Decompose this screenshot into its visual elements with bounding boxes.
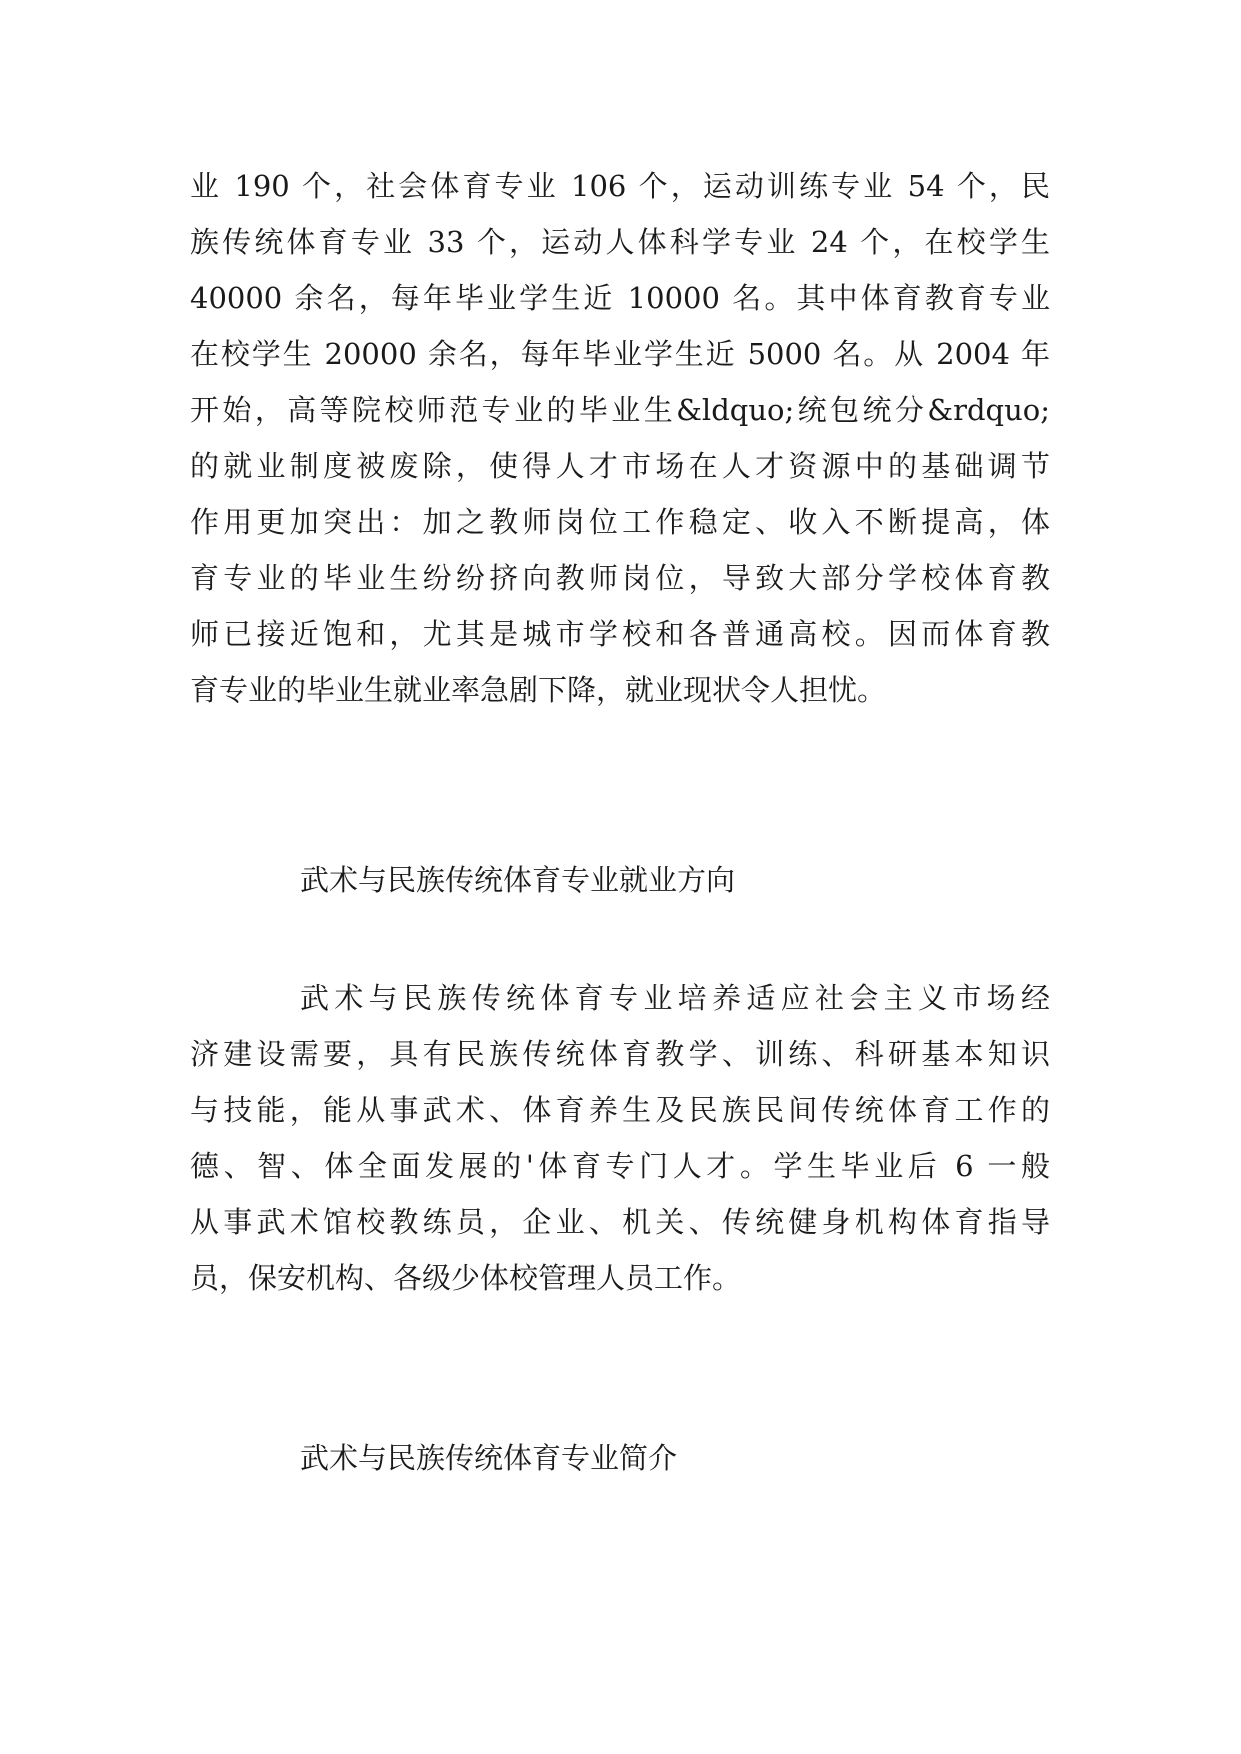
paragraph-2-line-1: 武术与民族传统体育专业培养适应社会主义市场经 [300, 981, 1050, 1015]
paragraph-1-line-5: 开始，高等院校师范专业的毕业生&ldquo;统包统分&rdquo; [190, 393, 1050, 427]
section-heading-employment-direction: 武术与民族传统体育专业就业方向 [300, 863, 736, 897]
paragraph-2-line-6: 员，保安机构、各级少体校管理人员工作。 [190, 1261, 742, 1295]
paragraph-1-line-6: 的就业制度被废除，使得人才市场在人才资源中的基础调节 [190, 449, 1050, 483]
paragraph-1-line-8: 育专业的毕业生纷纷挤向教师岗位，导致大部分学校体育教 [190, 561, 1050, 595]
section-heading-major-introduction: 武术与民族传统体育专业简介 [300, 1441, 678, 1475]
paragraph-1-line-9: 师已接近饱和，尤其是城市学校和各普通高校。因而体育教 [190, 617, 1050, 651]
paragraph-2-line-3: 与技能，能从事武术、体育养生及民族民间传统体育工作的 [190, 1093, 1050, 1127]
paragraph-2-line-5: 从事武术馆校教练员，企业、机关、传统健身机构体育指导 [190, 1205, 1050, 1239]
paragraph-1-line-2: 族传统体育专业 33 个，运动人体科学专业 24 个，在校学生 [190, 225, 1050, 259]
paragraph-1-line-3: 40000 余名，每年毕业学生近 10000 名。其中体育教育专业 [190, 281, 1050, 315]
paragraph-1-line-4: 在校学生 20000 余名，每年毕业学生近 5000 名。从 2004 年 [190, 337, 1050, 371]
paragraph-1-line-10: 育专业的毕业生就业率急剧下降，就业现状令人担忧。 [190, 673, 887, 707]
paragraph-1-line-7: 作用更加突出：加之教师岗位工作稳定、收入不断提高，体 [190, 505, 1050, 539]
paragraph-2-line-4: 德、智、体全面发展的'体育专门人才。学生毕业后 6 一般 [190, 1149, 1050, 1183]
paragraph-1-line-1: 业 190 个，社会体育专业 106 个，运动训练专业 54 个，民 [190, 169, 1050, 203]
paragraph-2-line-2: 济建设需要，具有民族传统体育教学、训练、科研基本知识 [190, 1037, 1050, 1071]
